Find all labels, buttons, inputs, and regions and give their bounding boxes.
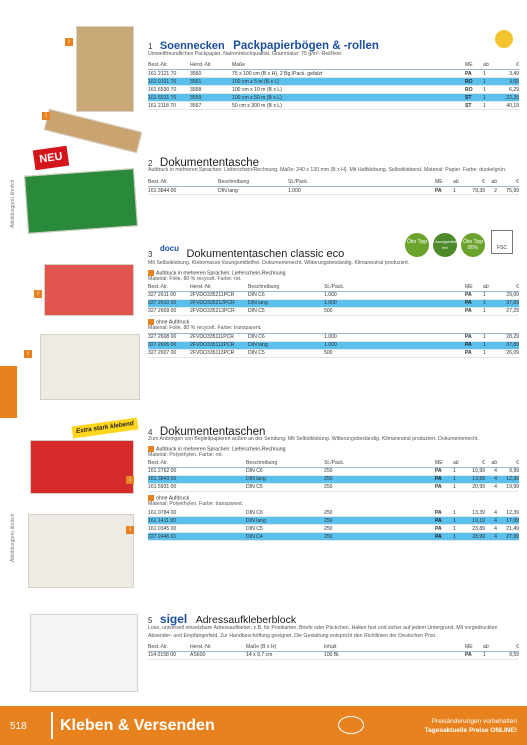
beschreibung: DIN lang [246, 475, 324, 483]
price-note-line2: Tagesaktuelle Preise ONLINE! [424, 727, 517, 734]
price: 22,39 [497, 94, 519, 102]
section-number: 1 [148, 42, 153, 51]
section-desc: Aufdruck in mehreren Sprachen: Lieferschein/Rechnung. Maße: 240 x 130 mm (B x H). Mit Haftklebung. Selbstklebend. Material: Papier. Farbe: dunkelgrün. [148, 167, 507, 173]
section-packpapier [148, 36, 519, 110]
ab: 4 [485, 533, 497, 541]
price-note [425, 717, 517, 735]
price: 37,69 [497, 299, 519, 307]
col-header: € [463, 459, 485, 467]
section-dokumententasche [148, 153, 519, 195]
me: PA [435, 533, 453, 541]
ab: 1 [453, 517, 463, 525]
me: PA [435, 509, 453, 517]
table-row[interactable] [148, 349, 519, 357]
me: PA [435, 475, 453, 483]
price: 23,89 [463, 525, 485, 533]
me: PA [435, 187, 453, 195]
me: PA [435, 467, 453, 475]
ab: 1 [483, 94, 497, 102]
price: 17,99 [497, 517, 519, 525]
best-nr: 114 0158 00 [148, 651, 190, 659]
ab: 4 [485, 509, 497, 517]
price: 21,49 [497, 525, 519, 533]
best-nr: 161 6531 70 [148, 94, 190, 102]
masse: 100 cm x 5 m (B x L) [232, 78, 465, 86]
brand-soennecken: Soennecken [159, 40, 225, 52]
masse: 75 x 100 cm (B x H), 2 Bg./Pack. gefalzt [232, 70, 465, 78]
best-nr: 327 2610 00 [148, 299, 190, 307]
col-header: Inhalt [324, 643, 465, 651]
oko-tipp-80-icon [461, 233, 485, 257]
best-nr: 161 0784 00 [148, 509, 246, 517]
col-header: Best.-Nr. [148, 62, 190, 70]
brand-docu: docu [159, 244, 180, 253]
herst-nr: 2FVDO335212PCR [190, 299, 248, 307]
ab: 1 [483, 307, 497, 315]
price: 40,19 [497, 102, 519, 110]
page-footer [0, 706, 527, 745]
ab: 1 [483, 102, 497, 110]
chapter-tab [0, 366, 17, 418]
beschreibung: DIN C6 [246, 509, 324, 517]
table-row[interactable] [148, 78, 519, 86]
masse: 14 x 9,7 cm [246, 651, 324, 659]
col-header: ab [483, 283, 497, 291]
col-header: ME [435, 179, 453, 187]
dokumententaschen-red-image [30, 440, 134, 494]
beschreibung: DIN C4 [246, 533, 324, 541]
price: 27,99 [497, 533, 519, 541]
price: 29,09 [497, 291, 519, 299]
ab: 1 [453, 475, 463, 483]
st-pack: 500 [324, 349, 465, 357]
eco-label: Lösungsmittel frei [433, 239, 458, 250]
me: PA [435, 483, 453, 491]
ab: 2 [485, 187, 497, 195]
info-icon [148, 270, 154, 276]
best-nr: 161 0191 70 [148, 78, 190, 86]
col-header: € [497, 62, 519, 70]
group-title-text: Aufdruck in mehreren Sprachen: Lieferschein-Rechnung [156, 269, 286, 276]
dokumententasche-image [24, 168, 138, 234]
chapter-title: Kleben & Versenden [60, 717, 215, 734]
col-header: Herst.-Nr. [190, 643, 246, 651]
col-header: ME [435, 459, 453, 467]
table-row[interactable] [148, 651, 519, 659]
classic-eco-transparent-image [40, 334, 140, 400]
table-row[interactable] [148, 475, 519, 483]
price: 37,89 [497, 341, 519, 349]
col-header: Herst.-Nr. [190, 62, 232, 70]
section-classic-eco [148, 236, 519, 358]
section-title: Adressaufkleberblock [195, 614, 297, 626]
table-row[interactable] [148, 517, 519, 525]
table-row[interactable] [148, 94, 519, 102]
oko-tipp-icon [405, 233, 429, 257]
best-nr: 161 2121 70 [148, 70, 190, 78]
best-nr: 161 3844 00 [148, 187, 218, 195]
st-pack: 1.000 [324, 333, 465, 341]
section-dokumententaschen [148, 422, 519, 541]
col-header: € [497, 643, 519, 651]
price: 27,29 [497, 307, 519, 315]
col-header: ab [485, 459, 497, 467]
st-pack: 250 [324, 525, 435, 533]
price: 12,99 [497, 475, 519, 483]
col-header: Best.-Nr. [148, 459, 246, 467]
group-material: Material: Folie, 80 % recycelt. Farbe: rot. [148, 275, 242, 282]
best-nr: 161 2118 70 [148, 102, 190, 110]
beschreibung: DIN C5 [248, 307, 324, 315]
beschreibung: DIN C6 [246, 467, 324, 475]
table-row[interactable] [148, 467, 519, 475]
me: PA [435, 525, 453, 533]
col-header: € [463, 179, 485, 187]
col-header: St./Pack. [324, 459, 435, 467]
solvent-free-icon [433, 233, 457, 257]
best-nr: 327 2611 00 [148, 291, 190, 299]
side-label-upper: Abbildung(en) ähnlich [10, 179, 16, 228]
dokumententaschen-transparent-image [28, 514, 134, 588]
best-nr: 327 2606 00 [148, 341, 190, 349]
group-material: Material: Polyethylen. Farbe: rot. [148, 451, 223, 458]
herst-nr: 3561 [190, 78, 232, 86]
herst-nr: 3557 [190, 102, 232, 110]
herst-nr: 3559 [190, 94, 232, 102]
info-badge-2: i [42, 112, 50, 120]
eco-seal-icon [495, 30, 513, 48]
beschreibung: DIN C6 [248, 291, 324, 299]
best-nr: 327 2608 00 [148, 333, 190, 341]
me: PA [435, 517, 453, 525]
brand-sigel: sigel [159, 612, 188, 626]
me: ST [465, 94, 483, 102]
beschreibung: DIN C5 [246, 525, 324, 533]
herst-nr: 3560 [190, 70, 232, 78]
packpapier-image [76, 26, 134, 112]
eco-label: Öko Tipp [406, 239, 427, 245]
me: PA [465, 651, 483, 659]
me: PA [465, 291, 483, 299]
classic-eco-red-image [44, 264, 134, 316]
masse: 100 cm x 50 m (B x L) [232, 94, 465, 102]
ab: 1 [453, 525, 463, 533]
price: 28,99 [463, 533, 485, 541]
price: 6,29 [497, 86, 519, 94]
section-desc: Zum Anbringen von Begleitpapieren außen an der Sendung. Mit Selbstklebung. Witterungsbeständig. Klimaneutral produziert. Dokumentenecht. [148, 436, 479, 442]
product-table [148, 509, 519, 542]
herst-nr: 3558 [190, 86, 232, 94]
price: 13,39 [463, 509, 485, 517]
best-nr: 161 6530 70 [148, 86, 190, 94]
col-header: € [497, 179, 519, 187]
footer-divider [51, 712, 53, 739]
ab: 1 [483, 86, 497, 94]
col-header: ab [453, 179, 463, 187]
col-header: Maße (B x H) [246, 643, 324, 651]
me: PA [465, 307, 483, 315]
col-header: € [497, 459, 519, 467]
ab: 1 [483, 341, 497, 349]
beschreibung: DIN lang [248, 299, 324, 307]
info-badge-3: i [34, 290, 42, 298]
col-header: ab [483, 62, 497, 70]
section-desc: Umweltfreundliches Packpapier. Natronmischqualität. Grammatur: 75 g/m². Reißfest. [148, 51, 343, 57]
herst-nr: 2FVDO335211PCR [190, 291, 248, 299]
herst-nr: 2FVDO335112PCR [190, 341, 248, 349]
herst-nr: 2FVDO335213PCR [190, 307, 248, 315]
ab: 1 [483, 291, 497, 299]
product-table [148, 283, 519, 316]
me: PA [465, 299, 483, 307]
group-title-text: Aufdruck in mehreren Sprachen: Lieferschein-Rechnung [156, 445, 286, 452]
st-pack: 1.000 [324, 341, 465, 349]
extra-stark-badge: Extra stark klebend [71, 417, 138, 438]
section-number: 5 [148, 616, 153, 625]
price: 3,69 [497, 78, 519, 86]
price: 28,29 [497, 333, 519, 341]
table-row[interactable] [148, 299, 519, 307]
col-header: ab [485, 179, 497, 187]
st-pack: 250 [324, 533, 435, 541]
beschreibung: DIN C5 [246, 483, 324, 491]
info-badge-6: i [126, 526, 134, 534]
best-nr: 161 2762 00 [148, 467, 246, 475]
col-header: Beschreibung [218, 179, 288, 187]
beschreibung: DIN lang [218, 187, 288, 195]
price: 10,99 [463, 467, 485, 475]
adressaufkleber-image [30, 614, 138, 692]
table-row[interactable] [148, 533, 519, 541]
st-pack: 250 [324, 467, 435, 475]
ab: 4 [485, 517, 497, 525]
ab: 1 [483, 333, 497, 341]
me: PA [465, 70, 483, 78]
price: 13,99 [463, 475, 485, 483]
section-title: Dokumententaschen classic eco [186, 248, 345, 260]
st-pack: 250 [324, 517, 435, 525]
info-badge-5: i [126, 476, 134, 484]
col-header: Herst.-Nr. [190, 283, 248, 291]
col-header: ME [465, 283, 483, 291]
price: 75,99 [497, 187, 519, 195]
herst-nr: AS600 [190, 651, 246, 659]
masse: 100 cm x 10 m (B x L) [232, 86, 465, 94]
ab: 1 [483, 70, 497, 78]
price: 19,19 [463, 517, 485, 525]
info-icon [148, 319, 154, 325]
st-pack: 500 [324, 307, 465, 315]
me: RO [465, 78, 483, 86]
section-title: Dokumententaschen [159, 426, 266, 438]
beschreibung: DIN C6 [248, 333, 324, 341]
group-material: Material: Polyethylen. Farbe: transparent. [148, 501, 244, 508]
me: PA [465, 341, 483, 349]
col-header: Beschreibung [248, 283, 324, 291]
neu-badge: NEU [33, 146, 69, 171]
price: 9,99 [497, 467, 519, 475]
best-nr: 161 1411 00 [148, 517, 246, 525]
st-pack: 250 [324, 475, 435, 483]
eco-label: Öko Tipp 80% [462, 239, 483, 251]
price: 19,99 [497, 483, 519, 491]
me: PA [465, 333, 483, 341]
st-pack: 250 [324, 483, 435, 491]
st-pack: 1.000 [324, 299, 465, 307]
ab: 1 [483, 299, 497, 307]
col-header: € [497, 283, 519, 291]
beschreibung: DIN lang [246, 517, 324, 525]
info-badge-4: i [24, 350, 32, 358]
fsc-icon [491, 230, 513, 254]
best-nr: 327 2607 00 [148, 349, 190, 357]
inhalt: 100 Bl. [324, 651, 465, 659]
product-table [148, 333, 519, 358]
group-title-text: ohne Aufdruck [156, 319, 190, 326]
table-row[interactable] [148, 525, 519, 533]
table-row[interactable] [148, 307, 519, 315]
ab: 1 [483, 651, 497, 659]
section-title: Packpapierbögen & -rollen [233, 40, 379, 52]
product-table [148, 459, 519, 492]
price: 26,09 [497, 349, 519, 357]
col-header: Best.-Nr. [148, 643, 190, 651]
product-table [148, 643, 519, 660]
beschreibung: DIN lang [248, 341, 324, 349]
col-header: St./Pack. [324, 283, 465, 291]
ab: 1 [483, 78, 497, 86]
group-title-text: ohne Aufdruck [156, 495, 190, 502]
piggy-bank-icon [338, 716, 364, 734]
best-nr: 327 2609 00 [148, 307, 190, 315]
section-number: 2 [148, 159, 153, 168]
section-number: 4 [148, 428, 153, 437]
ab: 1 [453, 483, 463, 491]
section-number: 3 [148, 250, 153, 259]
st-pack: 1.000 [288, 187, 435, 195]
ab: 4 [485, 483, 497, 491]
info-icon [148, 446, 154, 452]
st-pack: 250 [324, 509, 435, 517]
info-badge-1: i [65, 38, 73, 46]
section-adressaufkleber [148, 610, 519, 660]
ab: 1 [453, 533, 463, 541]
ab: 4 [485, 467, 497, 475]
info-icon [148, 495, 154, 501]
price: 20,99 [463, 483, 485, 491]
ab: 4 [485, 525, 497, 533]
product-table [148, 62, 519, 111]
best-nr: 161 0345 00 [148, 525, 246, 533]
section-desc: Mit Selbstklebung. Klebemasse lösungsmittelfrei. Dokumentenecht. Witterungsbeständig. Klimaneutral produziert. [148, 260, 410, 266]
col-header: Beschreibung [246, 459, 324, 467]
price: 3,49 [497, 70, 519, 78]
table-row[interactable] [148, 483, 519, 491]
best-nr: 161 3843 00 [148, 475, 246, 483]
ab: 1 [453, 187, 463, 195]
table-row[interactable] [148, 509, 519, 517]
col-header: ab [483, 643, 497, 651]
col-header: Maße [232, 62, 465, 70]
col-header: ME [465, 643, 483, 651]
herst-nr: 2FVDO335111PCR [190, 333, 248, 341]
me: ST [465, 102, 483, 110]
group-material: Material: Folie, 80 % recycelt. Farbe: transparent. [148, 325, 262, 332]
me: RO [465, 86, 483, 94]
table-row[interactable] [148, 291, 519, 299]
me: PA [465, 349, 483, 357]
best-nr: 161 5931 00 [148, 483, 246, 491]
st-pack: 1.000 [324, 291, 465, 299]
table-row[interactable] [148, 86, 519, 94]
herst-nr: 2FVDO335113PCR [190, 349, 248, 357]
ab: 1 [483, 349, 497, 357]
ab: 4 [485, 475, 497, 483]
table-row[interactable] [148, 187, 519, 195]
col-header: St./Pack. [288, 179, 435, 187]
col-header: Best.-Nr. [148, 283, 190, 291]
table-row[interactable] [148, 102, 519, 110]
price: 12,39 [497, 509, 519, 517]
product-table [148, 179, 519, 196]
side-label-lower: Abbildung(en) ähnlich [10, 513, 16, 562]
masse: 50 cm x 300 m (B x L) [232, 102, 465, 110]
col-header: Best.-Nr. [148, 179, 218, 187]
section-desc: Lose, universell einsetzbare Adressaufkleber, z.B. für Postkarten, Briefe oder Päckchen. Halten fest und sicher auf jedem Untergrund. Mit vorgedruckten Absender- und Empfängerfeld. Zur Handbeschriftung geeignet. Die Gestaltung entspricht den Richtlinien der Deutschen Post. [148, 625, 498, 639]
table-row[interactable] [148, 341, 519, 349]
beschreibung: DIN C5 [248, 349, 324, 357]
ab: 1 [453, 467, 463, 475]
col-header: ab [453, 459, 463, 467]
col-header: ME [465, 62, 483, 70]
price-note-line1: Preisänderungen vorbehalten [431, 718, 517, 725]
price: 79,39 [463, 187, 485, 195]
ab: 1 [453, 509, 463, 517]
section-title: Dokumententasche [159, 157, 259, 169]
page-number: 518 [10, 721, 27, 732]
table-row[interactable] [148, 333, 519, 341]
best-nr: 327 2446 01 [148, 533, 246, 541]
table-row[interactable] [148, 70, 519, 78]
fsc-label: FSC [497, 245, 507, 251]
price: 9,59 [497, 651, 519, 659]
